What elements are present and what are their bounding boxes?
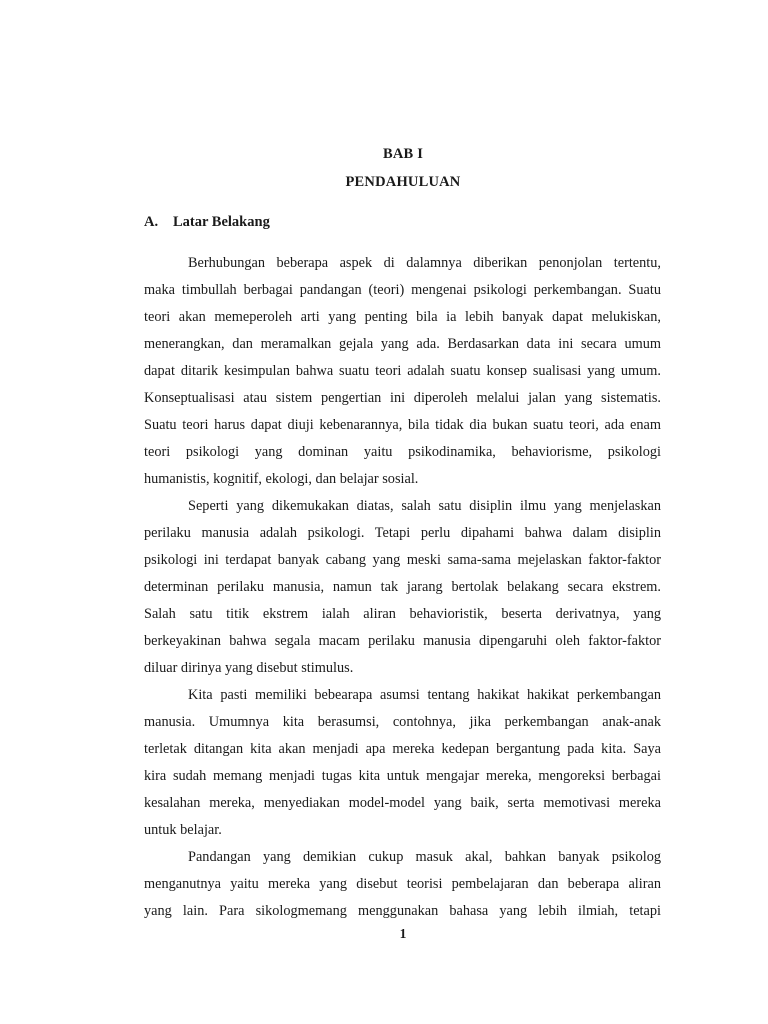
text-line: kesalahan mereka, menyediakan model-model yang baik, serta memotivasi mereka bbox=[144, 795, 661, 811]
paragraph bbox=[144, 250, 661, 493]
paragraph bbox=[144, 844, 661, 925]
text-line: Suatu teori harus dapat diuji kebenarannya, bila tidak dia bukan suatu teori, ada enam bbox=[144, 417, 661, 433]
text-line: berkeyakinan bahwa segala macam perilaku manusia dipengaruhi oleh faktor-faktor bbox=[144, 633, 661, 649]
text-line: perilaku manusia adalah psikologi. Tetapi perlu dipahami bahwa dalam disiplin bbox=[144, 525, 661, 541]
paragraph bbox=[144, 493, 661, 682]
text-line: Berhubungan beberapa aspek di dalamnya diberikan penonjolan tertentu, bbox=[188, 255, 661, 271]
section-letter: A. bbox=[144, 214, 159, 230]
page-number: 1 bbox=[399, 926, 407, 941]
text-line: humanistis, kognitif, ekologi, dan belajar sosial. bbox=[144, 471, 419, 487]
text-line: teori psikologi yang dominan yaitu psikodinamika, behaviorisme, psikologi bbox=[144, 444, 661, 460]
text-line: maka timbullah berbagai pandangan (teori) mengenai psikologi perkembangan. Suatu bbox=[144, 282, 661, 298]
text-line: dapat ditarik kesimpulan bahwa suatu teori adalah suatu konsep sualisasi yang umum. bbox=[144, 363, 661, 379]
text-line: yang lain. Para sikologmemang menggunakan bahasa yang lebih ilmiah, tetapi bbox=[144, 903, 661, 919]
text-line: Pandangan yang demikian cukup masuk akal, bahkan banyak psikolog bbox=[188, 849, 661, 865]
text-line: menerangkan, dan meramalkan gejala yang ada. Berdasarkan data ini secara umum bbox=[144, 336, 661, 352]
text-line: terletak ditangan kita akan menjadi apa mereka kedepan bergantung pada kita. Saya bbox=[144, 741, 661, 757]
text-line: Kita pasti memiliki bebearapa asumsi tentang hakikat hakikat perkembangan bbox=[188, 687, 661, 703]
text-line: diluar dirinya yang disebut stimulus. bbox=[144, 660, 354, 676]
chapter-title: PENDAHULUAN bbox=[345, 174, 461, 190]
text-line: manusia. Umumnya kita berasumsi, contohnya, jika perkembangan anak-anak bbox=[144, 714, 661, 730]
chapter-number: BAB I bbox=[382, 146, 424, 162]
body-text bbox=[144, 250, 661, 925]
text-line: Konseptualisasi atau sistem pengertian ini diperoleh melalui jalan yang sistematis. bbox=[144, 390, 661, 406]
text-line: psikologi ini terdapat banyak cabang yang meski sama-sama mejelaskan faktor-faktor bbox=[144, 552, 661, 568]
text-line: kira sudah memang menjadi tugas kita untuk mengajar mereka, mengoreksi berbagai bbox=[144, 768, 661, 784]
text-line: menganutnya yaitu mereka yang disebut teorisi pembelajaran dan beberapa aliran bbox=[144, 876, 661, 892]
section-heading bbox=[144, 214, 270, 231]
text-line: Salah satu titik ekstrem ialah aliran behavioristik, beserta derivatnya, yang bbox=[144, 606, 661, 622]
section-title: Latar Belakang bbox=[173, 214, 270, 230]
text-line: determinan perilaku manusia, namun tak jarang bertolak belakang secara ekstrem. bbox=[144, 579, 661, 595]
paragraph bbox=[144, 682, 661, 844]
text-line: teori akan memeperoleh arti yang penting bila ia lebih banyak dapat melukiskan, bbox=[144, 309, 661, 325]
text-line: Seperti yang dikemukakan diatas, salah satu disiplin ilmu yang menjelaskan bbox=[188, 498, 661, 514]
text-line: untuk belajar. bbox=[144, 822, 222, 838]
